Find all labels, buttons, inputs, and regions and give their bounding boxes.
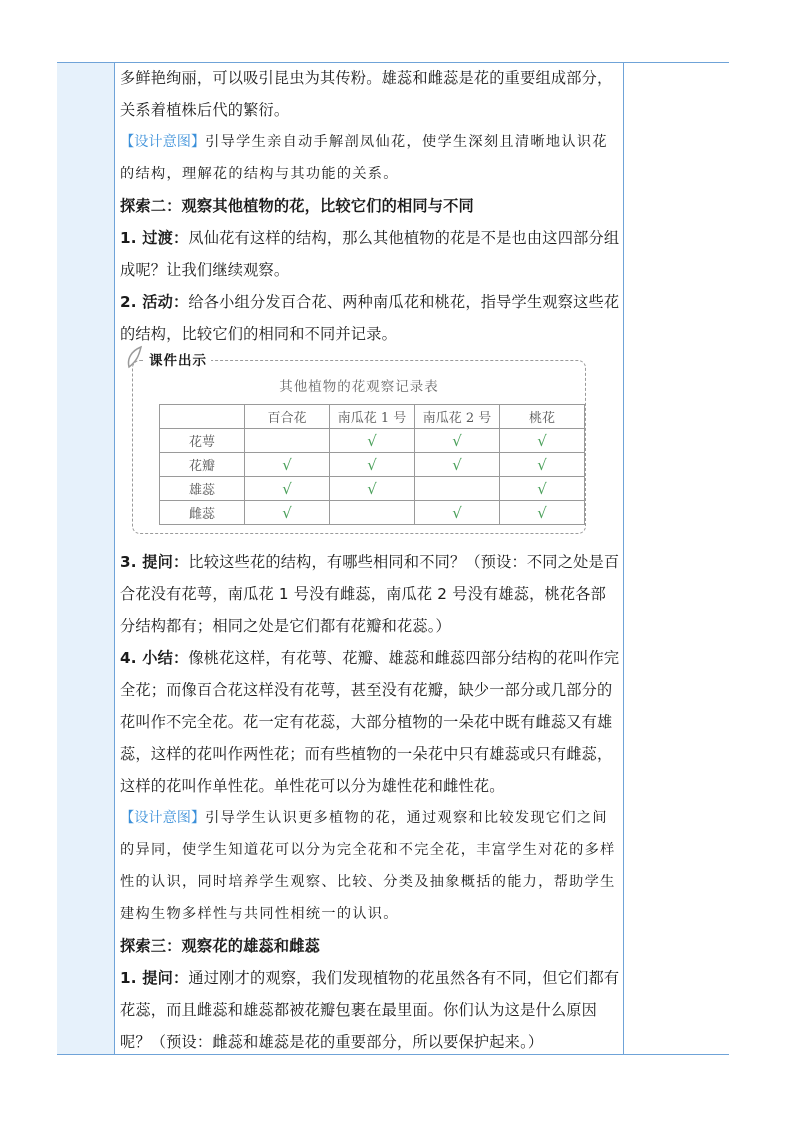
observation-table [159, 404, 585, 525]
table-cell: √ [500, 429, 585, 453]
design-intent-1 [120, 126, 620, 190]
table-cell: √ [245, 477, 330, 501]
step-transition [120, 222, 620, 286]
table-cell: √ [245, 453, 330, 477]
row-header: 雄蕊 [160, 477, 245, 501]
step-activity [120, 286, 620, 350]
design-intent-2 [120, 802, 620, 930]
section-heading-2: 探索二：观察其他植物的花，比较它们的相同与不同 [120, 197, 474, 215]
step-question-2 [120, 962, 620, 1058]
step-text: 给各小组分发百合花、两种南瓜花和桃花，指导学生观察这些花的结构，比较它们的相同和不同并记录。 [120, 293, 620, 343]
main-content [120, 62, 620, 1058]
table-title: 其他植物的花观察记录表 [279, 379, 439, 395]
table-cell: √ [500, 453, 585, 477]
table-corner-cell [160, 405, 245, 429]
table-header-row [160, 405, 585, 429]
table-cell [415, 477, 500, 501]
table-row [160, 429, 585, 453]
step-text: 凤仙花有这样的结构，那么其他植物的花是不是也由这四部分组成呢？让我们继续观察。 [120, 229, 620, 279]
step-text: 通过刚才的观察，我们发现植物的花虽然各有不同，但它们都有花蕊，而且雌蕊和雄蕊都被花瓣包裹在最里面。你们认为这是什么原因呢？（预设：雌蕊和雄蕊是花的重要部分，所以要保护起来。） [120, 969, 620, 1051]
row-header: 花瓣 [160, 453, 245, 477]
table-cell [330, 501, 415, 525]
step-summary [120, 642, 620, 802]
step-label: 3. 提问： [120, 553, 189, 571]
table-cell: √ [415, 501, 500, 525]
column-header: 桃花 [500, 405, 585, 429]
table-cell: √ [500, 477, 585, 501]
design-intent-text: 引导学生亲自动手解剖凤仙花，使学生深刻且清晰地认识花的结构，理解花的结构与其功能的关系。 [120, 134, 608, 182]
design-intent-tag: 【设计意图】 [120, 134, 206, 150]
courseware-box [132, 353, 586, 534]
step-text: 比较这些花的结构，有哪些相同和不同？（预设：不同之处是百合花没有花萼，南瓜花 1 号没有雌蕊，南瓜花 2 号没有雄蕊，桃花各部分结构都有；相同之处是它们都有花瓣和花蕊。） [120, 553, 620, 635]
table-cell: √ [330, 453, 415, 477]
table-cell: √ [415, 429, 500, 453]
step-text: 像桃花这样，有花萼、花瓣、雄蕊和雌蕊四部分结构的花叫作完全花；而像百合花这样没有花萼，甚至没有花瓣，缺少一部分或几部分的花叫作不完全花。花一定有花蕊，大部分植物的一朵花中既有雌蕊又有雄蕊，这样的花叫作两性花；而有些植物的一朵花中只有雄蕊或只有雌蕊，这样的花叫作单性花。单性花可以分为雄性花和雌性花。 [120, 649, 620, 795]
table-cell: √ [330, 477, 415, 501]
column-header: 南瓜花 1 号 [330, 405, 415, 429]
step-label: 1. 提问： [120, 969, 189, 987]
column-divider-right [623, 62, 624, 1055]
table-row [160, 477, 585, 501]
paragraph-intro: 多鲜艳绚丽，可以吸引昆虫为其传粉。雄蕊和雌蕊是花的重要组成部分，关系着植株后代的繁衍。 [120, 69, 613, 119]
table-cell: √ [245, 501, 330, 525]
table-cell [245, 429, 330, 453]
courseware-label: 课件出示 [145, 349, 211, 369]
column-header: 百合花 [245, 405, 330, 429]
table-cell: √ [330, 429, 415, 453]
step-label: 2. 活动： [120, 293, 189, 311]
step-question [120, 546, 620, 642]
table-row [160, 501, 585, 525]
design-intent-tag: 【设计意图】 [120, 810, 206, 826]
table-row [160, 453, 585, 477]
row-header: 雌蕊 [160, 501, 245, 525]
column-header: 南瓜花 2 号 [415, 405, 500, 429]
table-cell: √ [500, 501, 585, 525]
row-header: 花萼 [160, 429, 245, 453]
column-divider-left [114, 62, 115, 1055]
leaf-icon [125, 345, 145, 369]
step-label: 4. 小结： [120, 649, 189, 667]
step-label: 1. 过渡： [120, 229, 189, 247]
section-heading-3: 探索三：观察花的雄蕊和雌蕊 [120, 937, 321, 955]
table-cell: √ [415, 453, 500, 477]
left-column [57, 62, 114, 1055]
design-intent-text: 引导学生认识更多植物的花，通过观察和比较发现它们之间的异同，使学生知道花可以分为完全花和不完全花，丰富学生对花的多样性的认识，同时培养学生观察、比较、分类及抽象概括的能力，帮助学生建构生物多样性与共同性相统一的认识。 [120, 810, 616, 922]
